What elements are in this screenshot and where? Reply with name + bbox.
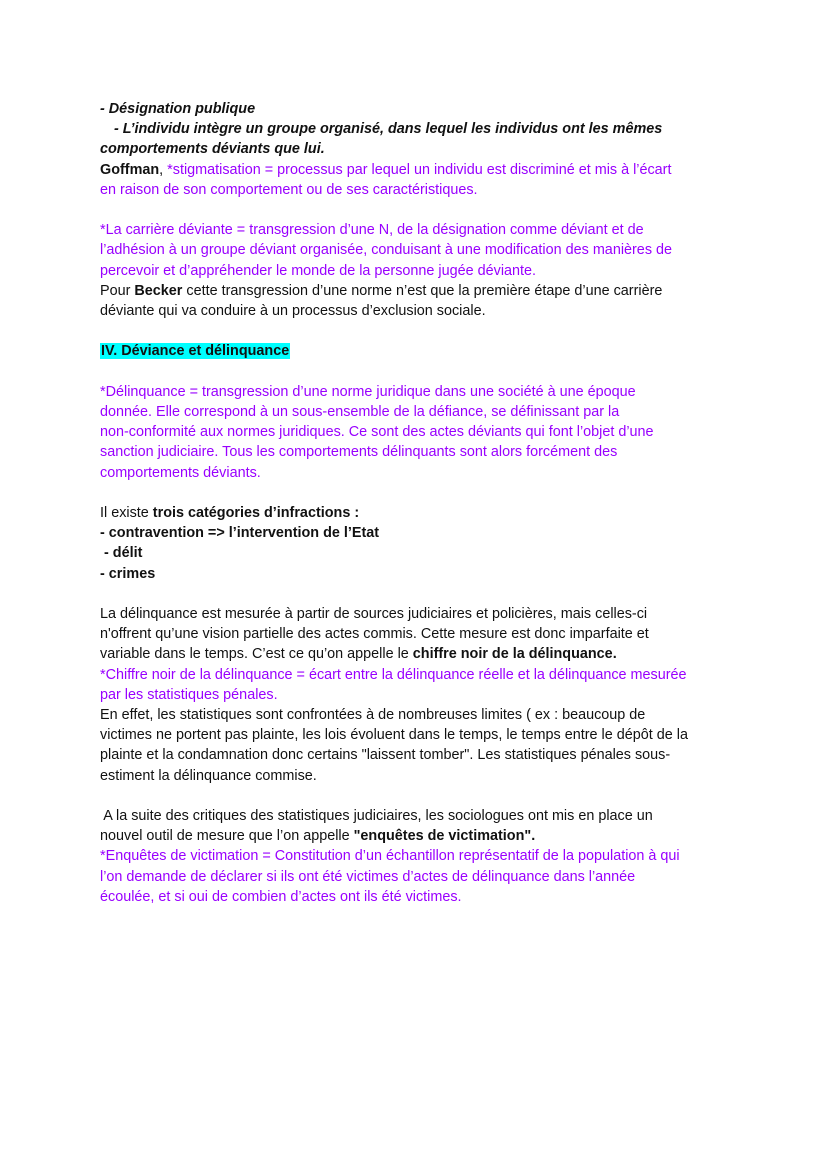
mesure-text: variable dans le temps. C’est ce qu’on appelle le <box>100 646 413 663</box>
becker-paragraph <box>100 281 740 301</box>
enquetes-definition-line: écoulée, et si oui de combien d’actes ont ils été victimes. <box>100 888 462 905</box>
mesure-paragraph-line <box>100 644 740 664</box>
delinquance-definition-line: sanction judiciaire. Tous les comportements délinquants sont alors forcément des <box>100 444 618 461</box>
spacer <box>100 584 740 604</box>
infractions-intro-prefix: Il existe <box>100 505 153 521</box>
designation-heading: - Désignation publique <box>100 101 256 117</box>
enquetes-definition-line: *Enquêtes de victimation = Constitution d’un échantillon représentatif de la population à qui <box>100 848 680 865</box>
enquetes-text: nouvel outil de mesure que l’on appelle <box>100 828 354 845</box>
spacer <box>100 200 740 220</box>
carriere-definition-line: *La carrière déviante = transgression d’une N, de la désignation comme déviant et de <box>100 222 644 239</box>
chiffre-noir-term: chiffre noir de la délinquance. <box>412 646 617 663</box>
chiffre-noir-definition-line: *Chiffre noir de la délinquance = écart entre la délinquance réelle et la délinquance mesurée <box>100 666 687 683</box>
section-heading-row <box>100 341 740 361</box>
mesure-paragraph-line: La délinquance est mesurée à partir de sources judiciaires et policières, mais celles-ci <box>100 606 648 622</box>
spacer <box>100 483 740 503</box>
spacer <box>100 321 740 341</box>
mesure-paragraph-line: n'offrent qu’une vision partielle des actes commis. Cette mesure est donc imparfaite et <box>100 626 649 643</box>
delinquance-definition-line: donnée. Elle correspond à un sous-ensemble de la défiance, se définissant par la <box>100 404 620 420</box>
designation-line: - L’individu intègre un groupe organisé, dans lequel les individus ont les mêmes <box>114 121 663 138</box>
becker-text: cette transgression d’une norme n’est que la première étape d’une carrière <box>182 282 663 299</box>
limites-paragraph-line: estiment la délinquance commise. <box>100 767 317 784</box>
section-title: IV. Déviance et délinquance <box>101 343 290 360</box>
limites-paragraph-line: plainte et la condamnation donc certains "laissent tomber". Les statistiques pénales sous- <box>100 747 671 764</box>
limites-paragraph-line: En effet, les statistiques sont confrontées à de nombreuses limites ( ex : beaucoup de <box>100 707 646 724</box>
stigmatisation-definition: *stigmatisation = processus par lequel un individu est discriminé et mis à l’écart <box>167 161 672 178</box>
infraction-item: - crimes <box>100 565 156 582</box>
becker-name: Becker <box>134 282 183 299</box>
infraction-item: - délit <box>100 545 143 562</box>
spacer <box>100 362 740 382</box>
carriere-definition-line: percevoir et d’appréhender le monde de la personne jugée déviante. <box>100 262 537 279</box>
infractions-intro-bold: trois catégories d’infractions : <box>152 505 360 521</box>
limites-paragraph-line: victimes ne portent pas plainte, les lois évoluent dans le temps, le temps entre le dépôt de la <box>100 727 688 744</box>
document-page <box>100 99 740 907</box>
enquetes-paragraph-line: A la suite des critiques des statistiques judiciaires, les sociologues ont mis en place un <box>100 808 653 825</box>
carriere-definition-line: l’adhésion à un groupe déviant organisée, conduisant à une modification des manières de <box>100 242 673 259</box>
enquetes-term: "enquêtes de victimation". <box>353 828 536 845</box>
delinquance-definition-line: *Délinquance = transgression d’une norme juridique dans une société à une époque <box>100 383 636 400</box>
stigmatisation-definition-line: en raison de son comportement ou de ses caractéristiques. <box>100 181 478 198</box>
spacer <box>100 786 740 806</box>
becker-prefix: Pour <box>100 282 135 299</box>
infractions-intro <box>100 503 740 523</box>
chiffre-noir-definition-line: par les statistiques pénales. <box>100 686 278 703</box>
goffman-paragraph <box>100 160 740 180</box>
becker-paragraph-line: déviante qui va conduire à un processus d’exclusion sociale. <box>100 303 486 320</box>
goffman-separator: , <box>159 161 168 178</box>
delinquance-definition-line: comportements déviants. <box>100 464 261 481</box>
delinquance-definition-line: non-conformité aux normes juridiques. Ce sont des actes déviants qui font l’objet d’une <box>100 424 654 441</box>
designation-line: comportements déviants que lui. <box>100 141 325 158</box>
infraction-item: - contravention => l’intervention de l’Etat <box>100 525 380 542</box>
goffman-name: Goffman <box>100 161 160 178</box>
enquetes-paragraph-line <box>100 826 740 846</box>
enquetes-definition-line: l’on demande de déclarer si ils ont été victimes d’actes de délinquance dans l’année <box>100 868 636 885</box>
